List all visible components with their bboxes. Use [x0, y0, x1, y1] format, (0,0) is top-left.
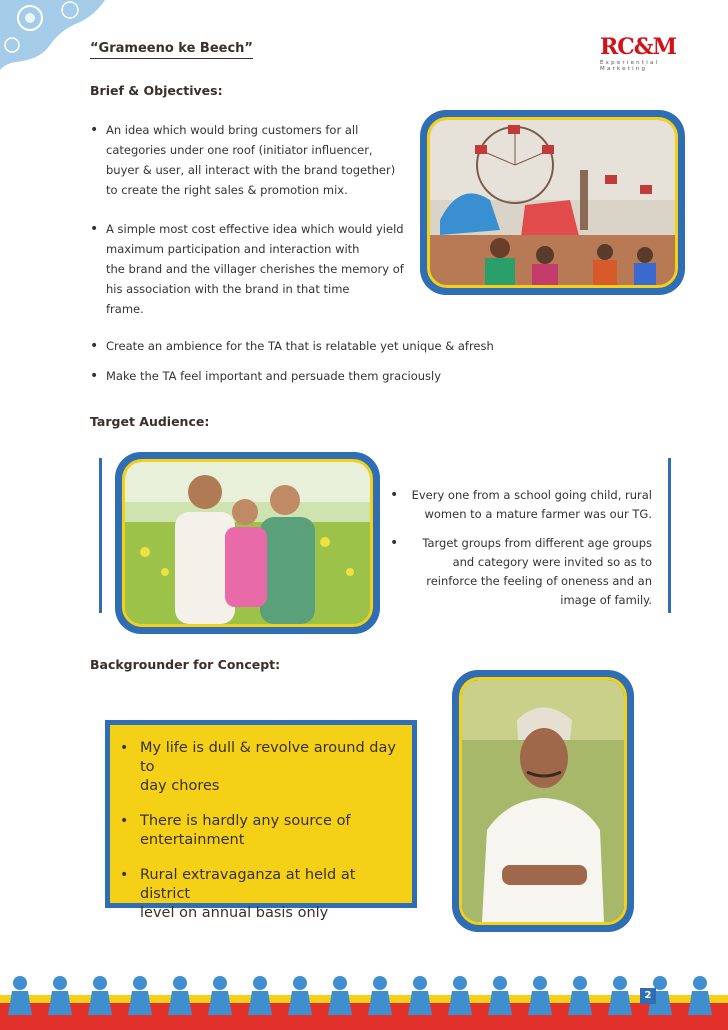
backgrounder-bullet-1-line-2: day chores — [140, 778, 220, 794]
backgrounder-bullet-1 — [120, 739, 402, 796]
brief-bullet-4: • Make the TA feel important and persuade them graciously — [90, 366, 650, 386]
target-bullet-2 — [390, 534, 652, 610]
target-bullets — [390, 486, 652, 610]
backgrounder-bullet-3-line-1: • Rural extravaganza at held at district — [140, 867, 356, 902]
target-bullet-1-line-2: women to a mature farmer was our TG. — [424, 507, 652, 521]
brief-bullet-1-line-2: categories under one roof (initiator influencer, — [106, 143, 373, 157]
page-title: “Grameeno ke Beech” — [90, 41, 253, 59]
target-bullet-2-line-2: and category were invited so as to — [452, 555, 652, 569]
fair-illustration — [430, 120, 675, 285]
backgrounder-bullet-2 — [120, 812, 402, 850]
brief-bullets-top — [90, 120, 420, 319]
target-bullet-2-line-3: reinforce the feeling of oneness and an — [426, 574, 652, 588]
fair-photo-frame — [420, 110, 685, 295]
brief-bullets-bottom — [90, 336, 650, 386]
brief-bullet-1 — [90, 120, 420, 200]
page-number: 2 — [640, 988, 656, 1004]
brief-bullet-2-line-4: his association with the brand in that time — [106, 282, 350, 296]
backgrounder-bullet-3-line-2: level on annual basis only — [140, 905, 329, 921]
farmer-photo — [459, 677, 627, 925]
brief-bullet-1-line-3: buyer & user, all interact with the brand together) — [106, 163, 396, 177]
target-bullet-1-line-1: • Every one from a school going child, rural — [411, 488, 652, 502]
brief-bullet-2-line-3: the brand and the villager cherishes the memory of — [106, 262, 404, 276]
target-bullet-2-line-1: • Target groups from different age groups — [422, 536, 652, 550]
corner-ornament — [0, 0, 110, 70]
farmer-illustration — [462, 680, 624, 922]
target-bullet-1 — [390, 486, 652, 524]
brief-bullet-2 — [90, 219, 420, 319]
logo-main-text: RC&M — [600, 34, 677, 60]
rcm-logo — [600, 36, 690, 72]
family-illustration — [125, 462, 370, 624]
backgrounder-bullet-2-line-1: • There is hardly any source of — [140, 813, 351, 829]
target-left-divider — [99, 458, 102, 613]
brief-bullet-2-line-5: frame. — [106, 302, 144, 316]
family-photo-frame — [115, 452, 380, 634]
target-heading: Target Audience: — [90, 414, 210, 429]
brief-heading: Brief & Objectives: — [90, 83, 223, 98]
backgrounder-bullet-1-line-1: • My life is dull & revolve around day to — [140, 740, 396, 775]
brief-bullet-2-line-1: • A simple most cost effective idea which would yield — [106, 222, 404, 236]
brief-bullet-1-line-4: to create the right sales & promotion mix. — [106, 183, 348, 197]
target-bullet-2-line-4: image of family. — [560, 593, 652, 607]
backgrounder-bullet-3 — [120, 866, 402, 923]
target-right-divider — [668, 458, 671, 613]
brief-bullet-3: • Create an ambience for the TA that is relatable yet unique & afresh — [90, 336, 650, 356]
fair-photo — [427, 117, 678, 288]
brief-bullet-1-line-1: • An idea which would bring customers for all — [106, 123, 359, 137]
backgrounder-bullets — [120, 739, 402, 923]
backgrounder-bullet-2-line-2: entertainment — [140, 832, 245, 848]
logo-tagline: Experiential Marketing — [600, 60, 660, 72]
backgrounder-heading: Backgrounder for Concept: — [90, 657, 281, 672]
backgrounder-callout — [105, 720, 417, 921]
brief-bullet-2-line-2: maximum participation and interaction with — [106, 242, 360, 256]
farmer-photo-frame — [452, 670, 634, 932]
footer-people-border — [0, 965, 728, 1030]
family-photo — [122, 459, 373, 627]
